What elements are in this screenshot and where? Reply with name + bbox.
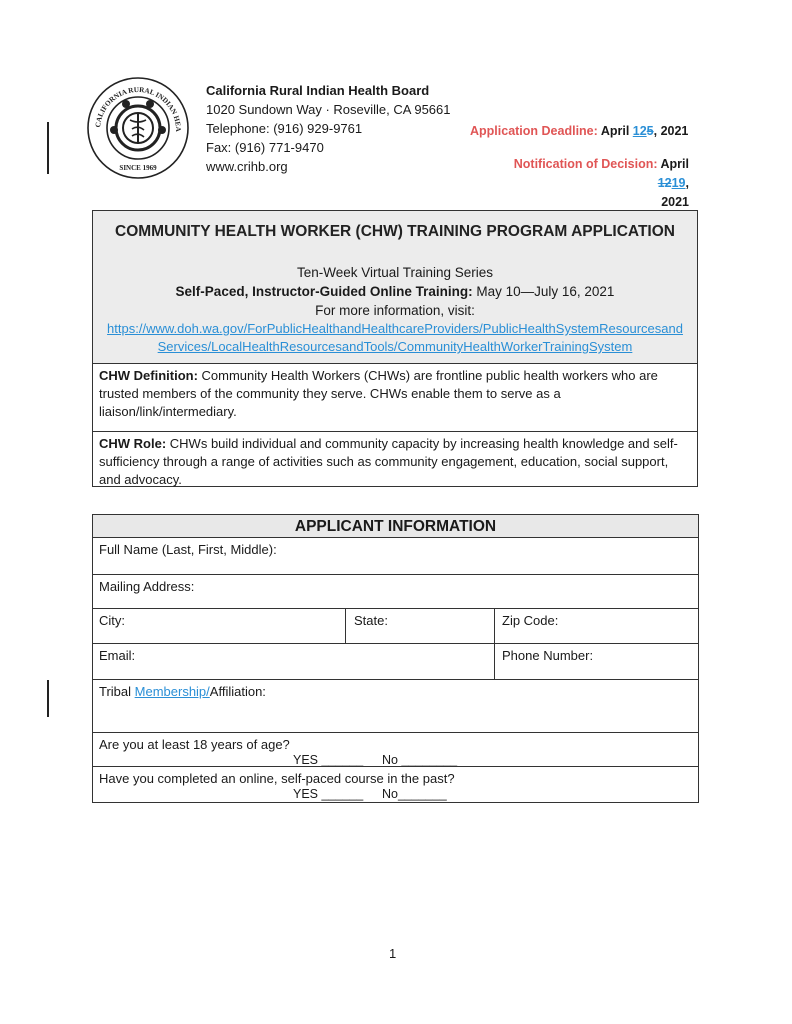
chw-definition-text: Community Health Workers (CHWs) are frontline public health workers who are trusted members of the community they serve. CHWs enable them to serve as a liaison/link/intermediary. bbox=[99, 368, 658, 419]
mailing-address-row[interactable] bbox=[93, 574, 698, 609]
training-format bbox=[93, 282, 697, 301]
org-website: www.crihb.org bbox=[206, 159, 288, 174]
notification-inserted-day: 19 bbox=[671, 176, 686, 190]
cell-divider bbox=[494, 609, 495, 644]
age-question: Are you at least 18 years of age? bbox=[99, 737, 290, 752]
tribal-affiliation-row[interactable] bbox=[93, 679, 698, 733]
org-address: 1020 Sundown Way · Roseville, CA 95661 bbox=[206, 102, 451, 117]
cell-divider bbox=[345, 609, 346, 644]
training-dates: May 10—July 16, 2021 bbox=[472, 284, 615, 299]
organization-info bbox=[206, 81, 451, 176]
notification-of-decision bbox=[480, 155, 689, 212]
course-yes-field[interactable]: YES ______ bbox=[293, 787, 364, 801]
crihb-seal-logo bbox=[86, 74, 190, 182]
applicant-info-heading: APPLICANT INFORMATION bbox=[93, 515, 698, 537]
age-question-row bbox=[93, 732, 698, 767]
zip-label[interactable]: Zip Code: bbox=[502, 613, 559, 628]
program-link-line-2[interactable]: Services/LocalHealthResourcesandTools/CommunityHealthWorkerTrainingSystem bbox=[157, 339, 633, 354]
org-name: California Rural Indian Health Board bbox=[206, 83, 430, 98]
course-question: Have you completed an online, self-paced course in the past? bbox=[99, 771, 455, 786]
deadline-inserted-day: 12 bbox=[632, 124, 647, 138]
tribal-suffix: Affiliation: bbox=[209, 684, 266, 699]
age-yes-field[interactable]: YES ______ bbox=[293, 753, 364, 767]
applicant-info-form bbox=[92, 514, 699, 803]
notification-deleted-day: 12 bbox=[657, 176, 672, 190]
svg-text:CALIFORNIA RURAL INDIAN HEALTH: CALIFORNIA RURAL INDIAN HEA bbox=[94, 85, 183, 132]
age-no-field[interactable]: No ________ bbox=[382, 753, 458, 767]
program-header bbox=[93, 211, 697, 363]
city-label[interactable]: City: bbox=[99, 613, 125, 628]
deadline-deleted-day: 5 bbox=[646, 124, 654, 138]
notification-year: 2021 bbox=[661, 195, 689, 209]
deadline-month: April bbox=[600, 124, 633, 138]
chw-definition-label: CHW Definition: bbox=[99, 368, 198, 383]
notification-comma: , bbox=[685, 176, 689, 190]
svg-text:SINCE 1969: SINCE 1969 bbox=[119, 164, 157, 172]
program-info-box bbox=[92, 210, 698, 487]
chw-definition bbox=[93, 363, 697, 432]
course-question-row bbox=[93, 766, 698, 803]
training-format-label: Self-Paced, Instructor-Guided Online Training: bbox=[175, 284, 473, 299]
more-info-text: For more information, visit: bbox=[315, 303, 475, 318]
tribal-prefix: Tribal bbox=[99, 684, 135, 699]
application-deadline bbox=[470, 124, 688, 138]
email-label[interactable]: Email: bbox=[99, 648, 136, 663]
deadline-label: Application Deadline: bbox=[470, 124, 598, 138]
full-name-label: Full Name (Last, First, Middle): bbox=[99, 542, 277, 557]
program-link-line-1[interactable]: https://www.doh.wa.gov/ForPublicHealthandHealthcareProviders/PublicHealthSystemResourcesand bbox=[107, 321, 683, 336]
tribal-inserted-text: Membership/ bbox=[134, 684, 210, 699]
page-number: 1 bbox=[389, 946, 397, 961]
revision-bar bbox=[47, 122, 49, 174]
state-label[interactable]: State: bbox=[354, 613, 388, 628]
tribal-affiliation-label bbox=[93, 680, 272, 703]
program-title: COMMUNITY HEALTH WORKER (CHW) TRAINING PROGRAM APPLICATION bbox=[115, 223, 675, 240]
org-fax: Fax: (916) 771-9470 bbox=[206, 140, 324, 155]
mailing-address-label: Mailing Address: bbox=[99, 579, 195, 594]
program-details bbox=[93, 263, 697, 356]
notification-month: April bbox=[660, 157, 689, 171]
cell-divider bbox=[494, 644, 495, 680]
chw-role bbox=[93, 431, 697, 487]
phone-label[interactable]: Phone Number: bbox=[502, 648, 594, 663]
org-telephone: Telephone: (916) 929-9761 bbox=[206, 121, 363, 136]
chw-role-label: CHW Role: bbox=[99, 436, 167, 451]
training-series: Ten-Week Virtual Training Series bbox=[296, 265, 494, 280]
course-no-field[interactable]: No_______ bbox=[382, 787, 447, 801]
full-name-row[interactable] bbox=[93, 537, 698, 575]
deadline-year: , 2021 bbox=[653, 124, 689, 138]
city-state-zip-row bbox=[93, 608, 698, 644]
chw-role-text: CHWs build individual and community capacity by increasing health knowledge and self-sufficiency through a range of activities such as community engagement, education, social support, and advocacy. bbox=[99, 436, 678, 487]
revision-bar bbox=[47, 680, 49, 717]
notification-label: Notification of Decision: bbox=[513, 157, 658, 171]
program-info-link[interactable] bbox=[93, 320, 697, 356]
email-phone-row bbox=[93, 643, 698, 680]
